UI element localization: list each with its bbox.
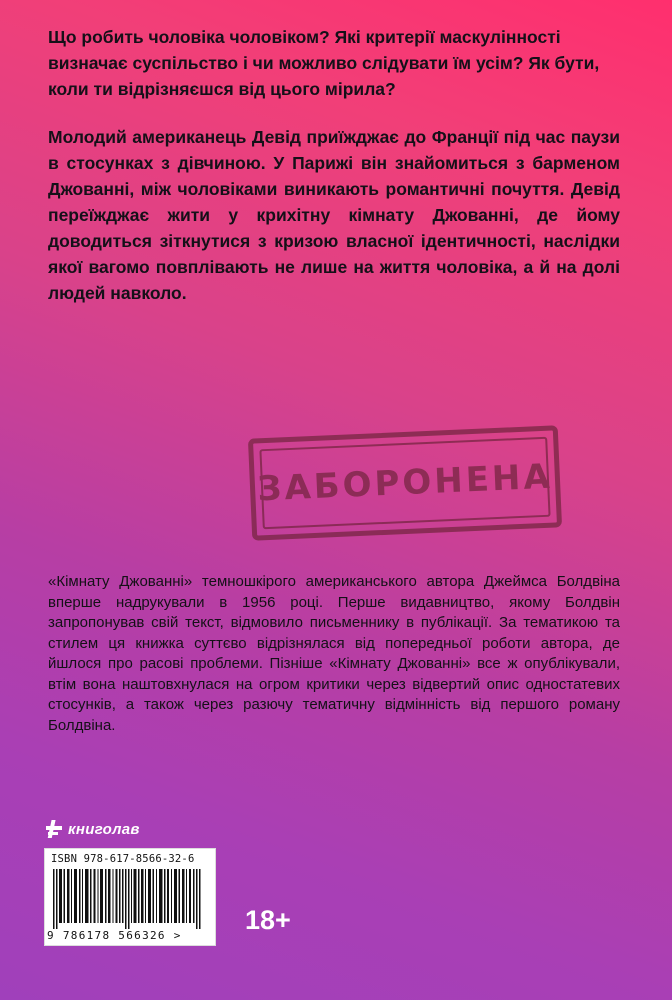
barcode-icon — [53, 869, 207, 929]
plot-paragraph: Молодий американець Девід приїжджає до Франції під час паузи в стосунках з дівчиною. У Парижі він знайомиться з барменом Джованні, між чоловіками виникають романтичні почуття. Девід переїжджає жити у крихітну кімнату Джованні, де йому доводиться зіткнутися з кризою власної ідентичності, наслідки якої вагомо повплівають не лише на життя чоловіка, а й на долі людей навколо. — [48, 127, 620, 303]
barcode-label — [44, 848, 216, 946]
age-rating: 18+ — [245, 905, 291, 935]
intro-paragraph: Що робить чоловіка чоловіком? Які критерії маскулінності визначає суспільство і чи можливо слідувати їм усім? Як бути, коли ти відрізняєшся від цього мірила? — [48, 27, 600, 99]
stamp-text: ЗАБОРОНЕНА — [256, 456, 554, 510]
banned-stamp — [248, 425, 562, 540]
barcode-digits: 9 786178 566326 > — [47, 929, 182, 942]
publisher-logo — [44, 818, 140, 840]
history-paragraph: «Кімнату Джованні» темношкірого американського автора Джеймса Болдвіна вперше надрукували в 1956 році. Перше видавництво, якому Болдвін запропонував свій текст, відмовило письменнику в публікації. За тематикою та стилем ця книжка суттєво відрізнялася від попередньої роботи автора, де йшлося про расові проблеми. Пізніше «Кімнату Джованні» все ж опублікували, втім вона наштовхнулася на огром критики через відвертий опис одностатевих стосунків, а також через разючу тематичну відмінність від першого роману Болдвіна. — [48, 573, 620, 734]
plus-hash-icon — [44, 818, 66, 840]
publisher-name: книголав — [68, 820, 140, 838]
isbn-number: ISBN 978-617-8566-32-6 — [51, 853, 195, 865]
stamp-inner-frame — [256, 437, 554, 529]
